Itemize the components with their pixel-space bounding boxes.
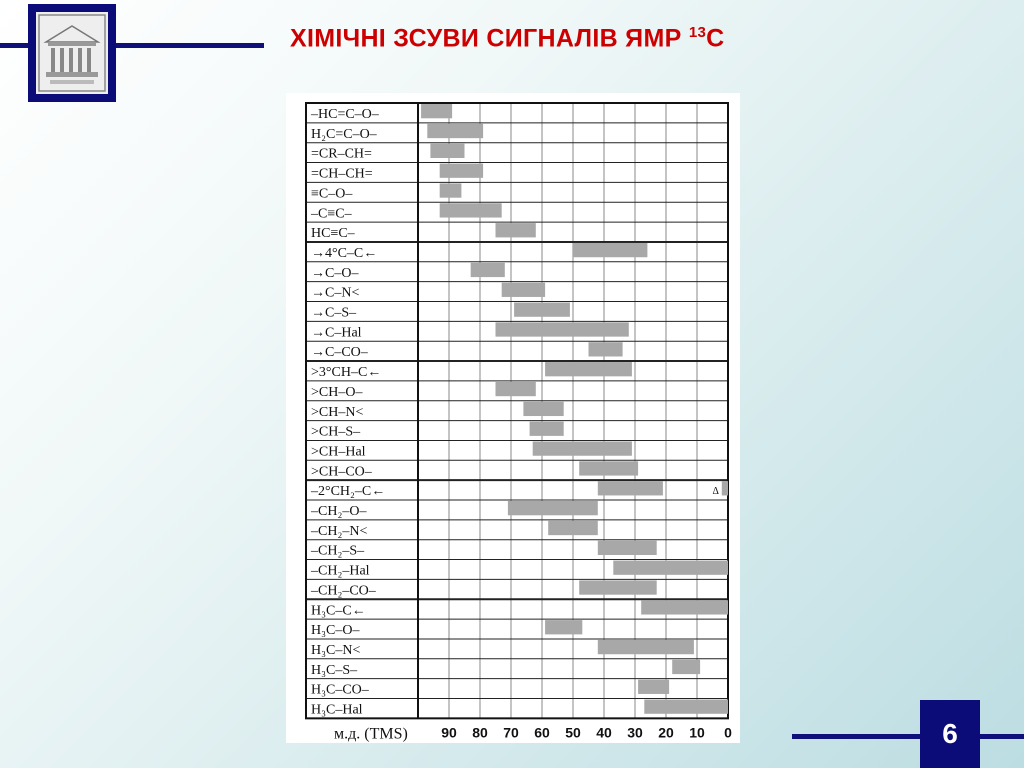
footer-rule-left (792, 734, 920, 739)
row-label: →C–Hal (311, 325, 362, 341)
shift-bar (579, 580, 657, 594)
chemical-shift-chart (286, 93, 740, 743)
row-label: –CH₂–Hal (311, 563, 370, 579)
x-axis-label: м.д. (TMS) (334, 725, 408, 743)
row-label: H₃C–O– (311, 623, 360, 639)
shift-bar (573, 243, 647, 257)
shift-bar (496, 382, 536, 396)
row-label: =CR–CH= (311, 146, 372, 162)
shift-bar (613, 561, 728, 575)
row-label: H₃C–Hal (311, 702, 363, 718)
row-label: H₃C–C← (311, 603, 366, 619)
shift-bar (496, 322, 629, 336)
page-number: 6 (920, 700, 980, 768)
shift-bar (579, 461, 638, 475)
shift-bar (548, 521, 598, 535)
footer-rule-right (980, 734, 1024, 739)
x-tick-label: 0 (724, 724, 732, 741)
shift-bar (598, 541, 657, 555)
row-label: →C–O– (311, 265, 359, 281)
row-label: >3°CH–C← (311, 365, 382, 381)
row-label: H₃C–N< (311, 642, 361, 658)
row-label: →4°C–C← (311, 245, 378, 261)
row-label: H₃C–CO– (311, 682, 369, 698)
row-label: →C–S– (311, 305, 357, 321)
x-tick-label: 20 (658, 724, 674, 741)
row-label: ≡C–O– (311, 186, 353, 202)
row-label: –C≡C– (311, 206, 352, 222)
row-label: >CH–S– (311, 424, 361, 440)
row-label: >CH–O– (311, 384, 363, 400)
shift-bar (496, 223, 536, 237)
shift-bar (440, 203, 502, 217)
shift-bar (427, 124, 483, 138)
chart-panel (286, 93, 740, 743)
shift-bar (523, 402, 563, 416)
row-label: →C–CO– (311, 345, 368, 361)
shift-bar (598, 481, 663, 495)
slide-title (290, 24, 724, 53)
shift-bar (502, 283, 545, 297)
shift-bar-extra (722, 481, 728, 495)
row-label: H₂C=C–O– (311, 126, 377, 142)
shift-bar (530, 422, 564, 436)
header-rule-right (116, 43, 264, 48)
shift-bar (471, 263, 505, 277)
shift-bar (589, 342, 623, 356)
shift-bar (638, 680, 669, 694)
bar-note: Δ (712, 486, 719, 498)
row-label: –CH₂–CO– (311, 583, 376, 599)
row-label: =CH–CH= (311, 166, 373, 182)
shift-bar (440, 164, 483, 178)
row-label: –HC=C–O– (311, 107, 379, 122)
shift-bar (644, 700, 728, 714)
shift-bar (545, 362, 632, 376)
row-label: –CH₂–N< (311, 523, 368, 539)
shift-bar (421, 104, 452, 118)
institution-logo (28, 4, 116, 102)
row-label: >CH–Hal (311, 444, 366, 460)
row-label: >CH–N< (311, 404, 364, 420)
x-tick-label: 40 (596, 724, 612, 741)
shift-bar (508, 501, 598, 515)
title-tail: C (706, 24, 725, 53)
shift-bar (430, 144, 464, 158)
x-tick-label: 50 (565, 724, 581, 741)
x-tick-label: 70 (503, 724, 519, 741)
header-rule-left (0, 43, 28, 48)
row-label: –CH₂–O– (311, 504, 367, 519)
x-tick-label: 90 (441, 724, 457, 741)
shift-bar (514, 303, 570, 317)
chart-frame (306, 103, 728, 718)
row-label: –2°CH₂–C← (311, 484, 386, 500)
shift-bar (545, 620, 582, 634)
shift-bar (598, 640, 694, 654)
row-label: –CH₂–S– (311, 543, 365, 559)
logo-emblem (36, 12, 108, 94)
title-main: ХІМІЧНІ ЗСУВИ СИГНАЛІВ ЯМР (290, 24, 689, 53)
x-tick-label: 10 (689, 724, 705, 741)
shift-bar (440, 183, 462, 197)
row-label: >CH–CO– (311, 464, 372, 480)
title-superscript: 13 (688, 24, 707, 41)
x-tick-label: 30 (627, 724, 643, 741)
row-label: HC≡C– (311, 226, 355, 242)
row-label: →C–N< (311, 285, 360, 301)
shift-bar (672, 660, 700, 674)
row-label: H₃C–S– (311, 662, 358, 678)
shift-bar (641, 600, 728, 614)
x-tick-label: 60 (534, 724, 550, 741)
x-tick-label: 80 (472, 724, 488, 741)
shift-bar (533, 441, 632, 455)
